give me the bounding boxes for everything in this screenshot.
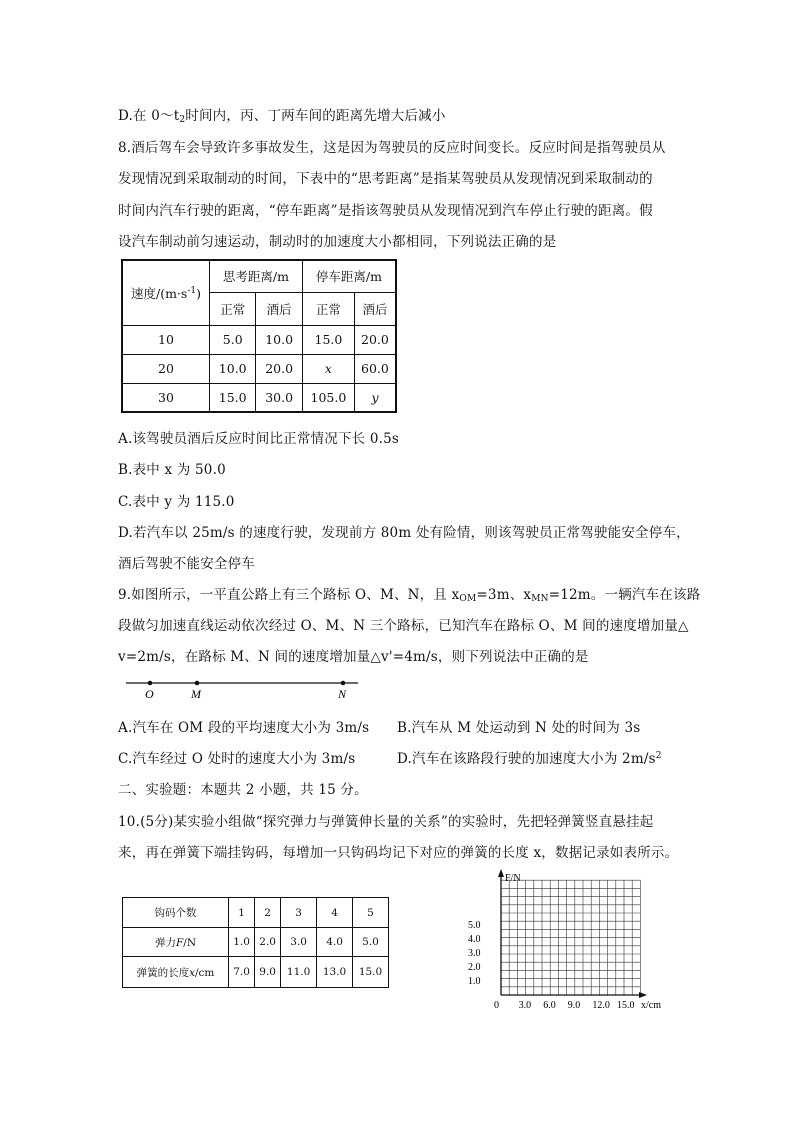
table-row (122, 383, 396, 412)
table-cell: 105.0 (302, 383, 354, 412)
table-cell: 4 (317, 898, 353, 928)
table-cell: 5.0 (210, 325, 256, 354)
thinking-distance-header: 思考距离/m (210, 260, 303, 292)
table-cell: x (302, 354, 354, 383)
table-cell: 20.0 (256, 354, 302, 383)
stopping-drunk-header: 酒后 (354, 292, 396, 325)
stopping-distance-header: 停车距离/m (302, 260, 396, 292)
table-cell: 15.0 (353, 957, 389, 988)
y-tick-label: 4.0 (468, 933, 481, 945)
marker-n-dot (341, 681, 346, 686)
origin-label: 0 (494, 1000, 499, 1010)
q9-stem-line-3: v=2m/s，在路标 M、N 间的速度增加量△v'=4m/s，则下列说法中正确的是 (118, 649, 589, 665)
q8-stem-line-3: 时间内汽车行驶的距离，“停车距离”是指该驾驶员从发现情况到汽车停止行驶的距离。假 (118, 203, 653, 219)
speed-header: 速度$/(m\cdot s^{-1})$ (122, 260, 210, 325)
q9-stem-line-2: 段做匀加速直线运动依次经过 O、M、N 三个路标，已知汽车在路标 O、M 间的速度增加量△ (118, 618, 689, 634)
force-length-grid (465, 865, 680, 1010)
q10-stem-line-1: 10.(5分)某实验小组做“探究弹力与弹簧伸长量的关系”的实验时，先把轻弹簧竖直悬挂起 (118, 814, 654, 830)
row-label: 弹簧的长度x/cm (123, 957, 229, 988)
x-tick-label: 9.0 (567, 1000, 581, 1010)
table-cell: 30 (122, 383, 210, 412)
q8-option-c: C.表中 y 为 115.0 (118, 494, 235, 510)
table-cell: 11.0 (281, 957, 317, 988)
road-markers-figure (120, 676, 365, 702)
row-label: 弹力F/N (123, 928, 229, 957)
table-cell: 2 (255, 898, 281, 928)
table-cell: 20.0 (354, 325, 396, 354)
table-cell: 30.0 (256, 383, 302, 412)
table-cell: 15.0 (302, 325, 354, 354)
table-cell: 1.0 (229, 928, 255, 957)
x-tick-label: 12.0 (592, 1000, 610, 1010)
q9-option-d: D.汽车在该路段行驶的加速度大小为 $2m/s^2$ (397, 751, 662, 767)
table-row (123, 957, 389, 988)
table-row (123, 928, 389, 957)
reaction-distance-table (121, 259, 397, 413)
q9-stem-line-1: 9.如图所示，一平直公路上有三个路标 O、M、N，且 $x_{OM}=3m$、$x_{MN}=12m$。一辆汽车在该路 (118, 587, 701, 604)
marker-o-dot (148, 681, 153, 686)
tick-labels (468, 920, 635, 1010)
table-row (123, 898, 389, 928)
q8-option-d-cont: 酒后驾驶不能安全停车 (118, 556, 255, 572)
marker-o-label: O (145, 687, 154, 701)
table-cell: y (354, 383, 396, 412)
table-cell: 5 (353, 898, 389, 928)
q8-stem-line-4: 设汽车制动前匀速运动，制动时的加速度大小都相同，下列说法正确的是 (118, 234, 557, 250)
y-axis-label: F/N (505, 873, 521, 884)
table-cell: 3.0 (281, 928, 317, 957)
table-cell: 4.0 (317, 928, 353, 957)
q9-option-a: A.汽车在 OM 段的平均速度大小为 3m/s (118, 720, 370, 736)
table-cell: 1 (229, 898, 255, 928)
y-tick-label: 3.0 (468, 947, 481, 959)
y-tick-label: 5.0 (468, 919, 481, 931)
table-cell: 15.0 (210, 383, 256, 412)
table-cell: 60.0 (354, 354, 396, 383)
marker-m-label: M (191, 687, 201, 701)
q7-option-d: D.在 $0\sim t_2$时间内，丙、丁两车间的距离先增大后减小 (118, 108, 446, 125)
y-axis-arrow (498, 869, 504, 877)
marker-n-label: N (338, 687, 347, 701)
spring-data-table (122, 897, 389, 988)
table-cell: 10.0 (256, 325, 302, 354)
thinking-normal-header: 正常 (210, 292, 256, 325)
stopping-normal-header: 正常 (302, 292, 354, 325)
x-tick-label: 15.0 (617, 1000, 635, 1010)
table-cell: 13.0 (317, 957, 353, 988)
x-tick-label: 6.0 (543, 1000, 556, 1010)
table-cell: 9.0 (255, 957, 281, 988)
table-cell: 5.0 (353, 928, 389, 957)
table-cell: 2.0 (255, 928, 281, 957)
table-row (122, 325, 396, 354)
thinking-drunk-header: 酒后 (256, 292, 302, 325)
section-heading: 二、实验题：本题共 2 小题，共 15 分。 (118, 782, 368, 798)
x-tick-label: 3.0 (518, 1000, 532, 1010)
x-axis-arrow (639, 992, 647, 998)
table-cell: 7.0 (229, 957, 255, 988)
table-cell: 10 (122, 325, 210, 354)
x-axis-label: x/cm (641, 1000, 661, 1010)
grid-lines (501, 880, 640, 995)
table-cell: 10.0 (210, 354, 256, 383)
q10-stem-line-2: 来，再在弹簧下端挂钩码，每增加一只钩码均记下对应的弹簧的长度 x，数据记录如表所示。 (118, 845, 679, 861)
q9-option-c: C.汽车经过 O 处时的速度大小为 3m/s (118, 751, 356, 767)
table-row (122, 354, 396, 383)
table-cell: 3 (281, 898, 317, 928)
q8-option-a: A.该驾驶员酒后反应时间比正常情况下长 0.5s (118, 431, 400, 447)
y-tick-label: 2.0 (468, 961, 481, 973)
q8-stem-line-1: 8.酒后驾车会导致许多事故发生，这是因为驾驶员的反应时间变长。反应时间是指驾驶员从 (118, 140, 666, 156)
q8-option-d: D.若汽车以 25m/s 的速度行驶，发现前方 80m 处有险情，则该驾驶员正常驾驶能安全停车， (118, 525, 690, 541)
marker-m-dot (195, 681, 200, 686)
row-label: 钩码个数 (123, 898, 229, 928)
q8-stem-line-2: 发现情况到采取制动的时间，下表中的“思考距离”是指某驾驶员从发现情况到采取制动的 (118, 171, 653, 187)
q9-option-b: B.汽车从 M 处运动到 N 处的时间为 3s (397, 720, 641, 736)
q8-option-b: B.表中 x 为 50.0 (118, 462, 226, 478)
table-cell: 20 (122, 354, 210, 383)
y-tick-label: 1.0 (468, 975, 481, 987)
